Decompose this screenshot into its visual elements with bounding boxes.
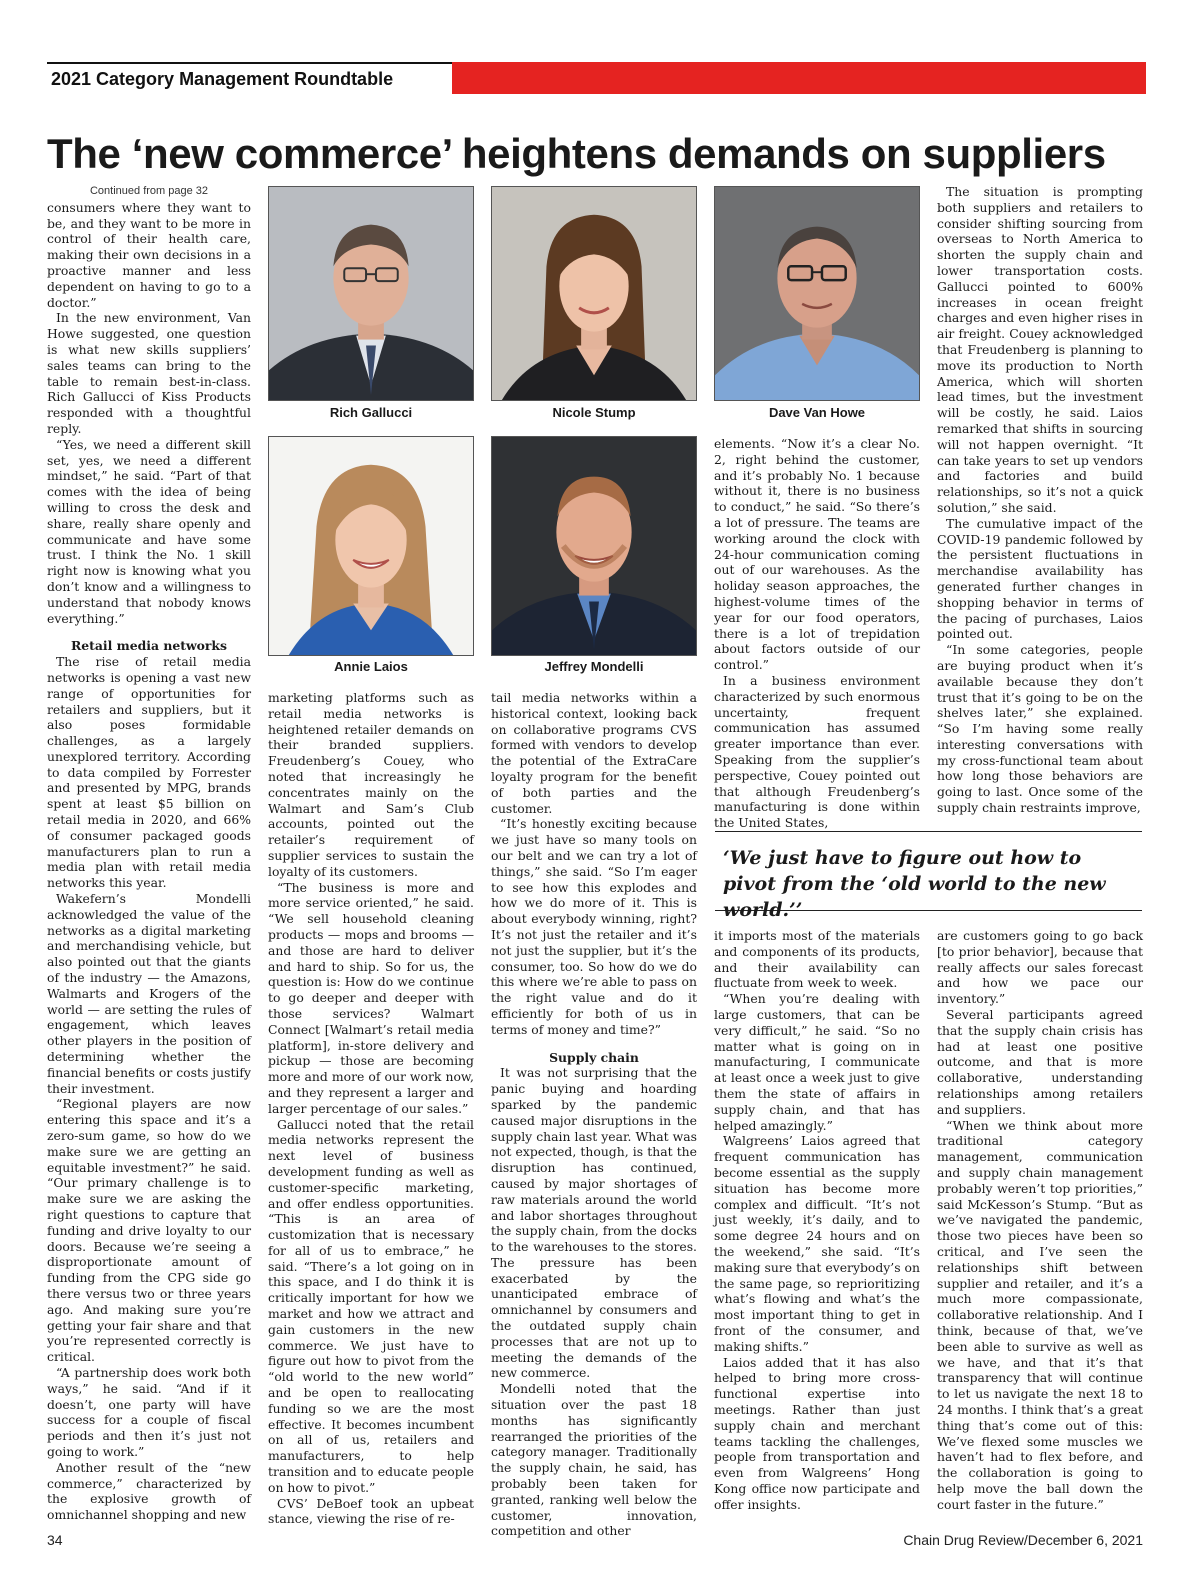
photo-nicole-stump (491, 186, 697, 401)
paragraph: Laios added that it has also helped to bring more cross-functional expertise into meetings. Rather than just supply chain and merchant teams tackling the challenges, people from transportation and even from Walgreens’ Hong Kong office now participate and offer insights. (714, 1354, 920, 1512)
photo-annie-laios (268, 436, 474, 656)
section-header (47, 62, 1146, 94)
publication-footer: Chain Drug Review/December 6, 2021 (903, 1532, 1143, 1548)
paragraph: “Yes, we need a different skill set, yes, we need a different mindset,” he said. “Part of that comes with the idea of being willing to cross the desk and share, really share openly and communicate and have some trust. I think the No. 1 skill right now is knowing what you don’t know and a willingness to understand that nobody knows everything.” (47, 436, 251, 626)
photo-caption: Nicole Stump (552, 405, 636, 420)
paragraph: are customers going to go back [to prior behavior], because that really affects our sales forecast and how we pace our inventory.” (937, 928, 1143, 1007)
paragraph: “When you’re dealing with large customers, that can be very difficult,” he said. “So no matter what is going on in manufacturing, I communicate at least once a week just to give them the state of affairs in supply chain, and that has helped amazingly.” (714, 991, 920, 1133)
paragraph: In the new environment, Van Howe suggested, one question is what new skills suppliers’ sales teams can bring to the table to remain best-in-class. Rich Gallucci of Kiss Products responded with a thoughtful reply. (47, 310, 251, 436)
photo-caption: Annie Laios (334, 659, 408, 674)
continued-note: Continued from page 32 (89, 185, 209, 197)
section-label: 2021 Category Management Roundtable (47, 62, 452, 94)
photo-dave-van-howe (714, 186, 920, 401)
paragraph: CVS’ DeBoef took an upbeat stance, viewing the rise of re- (268, 1495, 474, 1527)
photo-rich-gallucci (268, 186, 474, 401)
photo-caption: Jeffrey Mondelli (544, 659, 644, 674)
column-2 (268, 690, 474, 1527)
paragraph: “In some categories, people are buying product when it’s available because they don’t trust that it’s going to be on the shelves later,” she explained. “So I’m having some really interesting conversations with my cross-functional team about how long those behaviors are going to last. Once some of the supply chain restraints improve, (937, 642, 1143, 816)
paragraph: Several participants agreed that the supply chain crisis has had at least one positive outcome, and that is more collaborative, understanding relationships among retailers and suppliers. (937, 1006, 1143, 1117)
subhead-retail-media: Retail media networks (70, 638, 227, 654)
paragraph: it imports most of the materials and components of its products, and their availability can fluctuate from week to week. (714, 928, 920, 991)
paragraph: “The business is more and more service oriented,” he said. “We sell household cleaning products — mops and brooms — and those are hard to deliver and hard to ship. So for us, the question is: How do we continue to go deeper and deeper with those services? Walmart Connect [Walmart’s retail media platform], in-store delivery and pickup — those are becoming more and more of our work now, and they represent a larger and larger percentage of our sales.” (268, 879, 474, 1116)
paragraph: Walgreens’ Laios agreed that frequent communication has become essential as the supply situation has become more complex and difficult. “It’s not just weekly, it’s daily, and to some degree 24 hours and on the weekend,” she said. “It’s making sure that everybody’s on the same page, so reprioritizing what’s flowing and what’s the most important thing to get in front of the consumer, and making shifts.” (714, 1133, 920, 1354)
column-5-top (937, 184, 1143, 822)
paragraph: elements. “Now it’s a clear No. 2, right behind the customer, and it’s probably No. 1 because without it, there is no business to conduct,” he said. “So there’s a lot of pressure. The teams are working around the clock with 24-hour communication coming out of our warehouses. As the holiday season approaches, the highest-volume times of the year for our food operators, there is a lot of trepidation about factors outside of our control.” (714, 436, 920, 673)
column-3 (491, 690, 697, 1539)
photo-caption: Rich Gallucci (329, 405, 413, 420)
paragraph: marketing platforms such as retail media networks is heightened retailer demands on their branded suppliers. Freudenberg’s Couey, who noted that increasingly he concentrates mainly on the Walmart and Sam’s Club accounts, pointed out the retailer’s requirement of supplier services to sustain the loyalty of its customers. (268, 690, 474, 879)
photo-jeffrey-mondelli (491, 436, 697, 656)
paragraph: “A partnership does work both ways,” he said. “And if it doesn’t, one party will have success for a couple of fiscal periods and then it’s just not going to work.” (47, 1364, 251, 1459)
paragraph: The situation is prompting both suppliers and retailers to consider shifting sourcing from overseas to North America to shorten the supply chain and lower transportation costs. Gallucci pointed to 600% increases in ocean freight charges and even higher rises in air freight. Couey acknowledged that Freudenberg is planning to move its production to North America, which will shorten lead times, but the investment will be costly, he said. Laios remarked that shifts in sourcing will not happen overnight. “It can take years to set up vendors and factories and build relationships, so it’s not a quick solution,” she said. (937, 184, 1143, 515)
paragraph: In a business environment characterized by such enormous uncertainty, frequent communication has assumed greater importance than ever. Speaking from the supplier’s perspective, Couey pointed out that although Freudenberg’s manufacturing is done within the United States, (714, 672, 920, 831)
column-5-bottom (937, 928, 1143, 1518)
column-1 (47, 184, 251, 1523)
page-number: 34 (47, 1532, 63, 1548)
pull-quote: ‘We just have to figure out how to pivot from the ‘old world to the new world.’’ (715, 831, 1142, 911)
subhead-supply-chain: Supply chain (549, 1049, 639, 1065)
headline: The ‘new commerce’ heightens demands on suppliers (47, 130, 1106, 177)
paragraph: tail media networks within a historical context, looking back on collaborative programs CVS formed with vendors to develop the potential of the ExtraCare loyalty program for the benefit of both parties and the customer. (491, 690, 697, 816)
paragraph: Mondelli noted that the situation over the past 18 months has significantly rearranged the priorities of the category manager. Traditionally the supply chain, he said, has probably been taken for granted, ranking well below the customer, innovation, competition and other (491, 1381, 697, 1539)
paragraph: “Regional players are now entering this space and it’s a zero-sum game, so how do we make sure we are getting an equitable investment?” he said. “Our primary challenge is to make sure we are asking the right questions to capture that funding and drive loyalty to our doors. Because we’re seeing a disproportionate amount of funding from the CPG side go there versus two or three years ago. And making sure you’re getting your fair share and that you’re represented correctly is critical. (47, 1096, 251, 1365)
paragraph: It was not surprising that the panic buying and hoarding sparked by the pandemic caused major disruptions in the supply chain last year. What was not expected, though, is that the disruption has continued, caused by major shortages of raw materials around the world and labor shortages throughout the supply chain, from the docks to the warehouses to the stores. The pressure has been exacerbated by the unanticipated embrace of omnichannel by consumers and the outdated supply chain processes that are not up to meeting the demands of the new commerce. (491, 1065, 697, 1381)
photo-caption: Dave Van Howe (768, 405, 866, 420)
paragraph: The rise of retail media networks is opening a vast new range of opportunities for retailers and suppliers, but it also poses formidable challenges, as a largely unexplored territory. According to data compiled by Forrester and presented by MPG, brands spent at least $5 billion on retail media in 2020, and 66% of consumer packaged goods manufacturers plan to run a media plan with retail media networks this year. (47, 654, 251, 891)
paragraph: Gallucci noted that the retail media networks represent the next level of business development funding as well as customer-specific marketing, and offer endless opportunities. “This is an area of customization that is necessary for all of us to embrace,” he said. “There’s a lot going on in this space, and I do think it is critically important for how we market and how we attract and gain customers in the new commerce. We just have to figure out how to pivot from the “old world to the new world” and be open to reallocating funding so we are the most effective. It becomes incumbent on all of us, retailers and manufacturers, to help transition and to educate people on how to pivot.” (268, 1116, 474, 1495)
paragraph: Wakefern’s Mondelli acknowledged the value of the networks as a digital marketing and merchandising vehicle, but also pointed out that the giants of the industry — the Amazons, Walmarts and Krogers of the world — are setting the rules of engagement, which leaves other players in the position of determining whether the financial benefits or costs justify their investment. (47, 891, 251, 1096)
paragraph: “When we think about more traditional category management, communication and supply chain management probably weren’t top priorities,” said McKesson’s Stump. “But as we’ve navigated the pandemic, those two pieces have been so critical, and I’ve seen the relationships shift between supplier and retailer, and it’s a much more compassionate, collaborative relationship. And I think, because of that, we’ve been able to survive as well as we have, and that it’s that transparency that will continue to let us navigate the next 18 to 24 months. I think that’s a great thing that’s come out of this: We’ve flexed some muscles we haven’t had to flex before, and the collaboration is going to help move the ball down the court faster in the future.” (937, 1117, 1143, 1512)
paragraph: “It’s honestly exciting because we just have so many tools on our belt and we can try a lot of things,” she said. “So I’m eager to see how this explodes and how we do more of it. This is about everybody winning, right? It’s not just the retailer and it’s not just the supplier, but it’s the consumer, too. So how do we do this where we’re able to pass on the right value and do it efficiently for both of us in terms of money and time?” (491, 816, 697, 1037)
section-accent-bar (452, 62, 1146, 94)
paragraph: Another result of the “new commerce,” characterized by the explosive growth of omnichannel shopping and new (47, 1459, 251, 1523)
paragraph: The cumulative impact of the COVID-19 pandemic followed by the persistent fluctuations in merchandise availability has generated further changes in shopping behavior in terms of the pacing of purchases, Laios pointed out. (937, 515, 1143, 642)
column-4-top (714, 436, 920, 831)
paragraph: consumers where they want to be, and they want to be more in control of their health care, making their own decisions in a proactive manner and less dependent on having to go to a doctor.” (47, 199, 251, 310)
column-4-bottom (714, 928, 920, 1518)
